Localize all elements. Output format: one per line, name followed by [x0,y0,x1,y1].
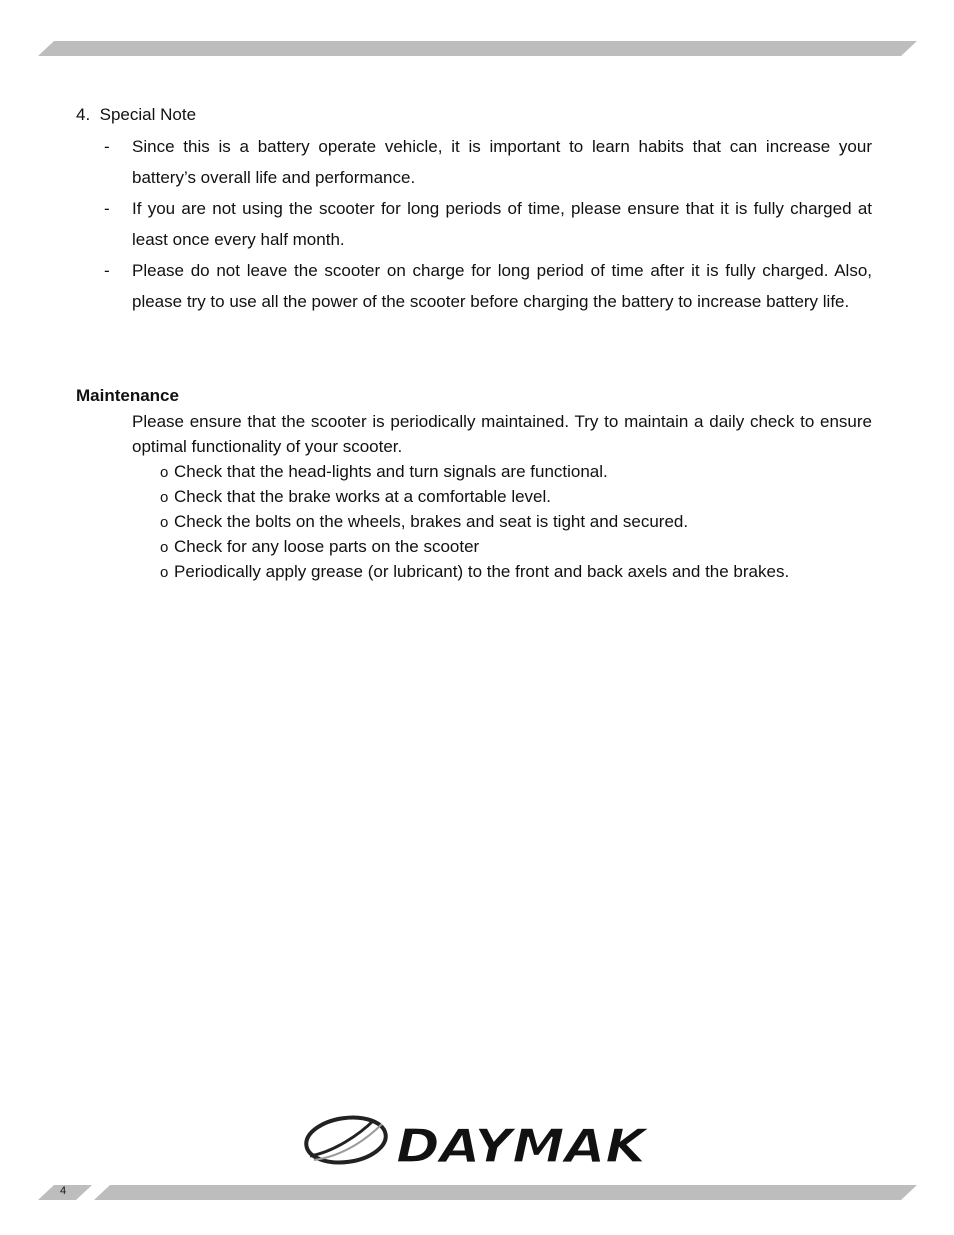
list-item [160,559,789,585]
list-item [160,534,479,560]
special-note-title [76,102,196,128]
dash-marker: - [104,199,110,218]
circle-bullet-icon: o [160,489,169,506]
circle-bullet-icon: o [160,514,169,531]
dash-marker: - [104,137,110,156]
list-item [160,459,608,485]
footer-decorative-bar [0,1180,954,1210]
dash-marker: - [104,261,110,280]
circle-bullet-icon: o [160,464,169,481]
list-item [160,509,688,535]
circle-bullet-icon: o [160,564,169,581]
maintenance-intro: Please ensure that the scooter is periodically maintained. Try to maintain a daily check to ensure optimal functionality of your scooter. [132,412,872,456]
list-item [104,193,872,255]
daymak-logo [304,1112,650,1168]
maintenance-check: Check that the brake works at a comfortable level. [174,487,552,506]
list-item [104,131,872,193]
section-number: 4. [76,105,91,124]
logo-swoosh-icon [304,1113,389,1168]
maintenance-check: Check the bolts on the wheels, brakes and seat is tight and secured. [174,512,689,531]
special-note-item: Please do not leave the scooter on charge for long period of time after it is fully charged. Also, please try to use all the power of the scooter before charging the battery to increase battery life. [132,261,872,311]
maintenance-check: Periodically apply grease (or lubricant) to the front and back axels and the brakes. [174,562,790,581]
header-decorative-bar [0,0,954,60]
maintenance-check: Check that the head-lights and turn signals are functional. [174,462,608,481]
list-item [104,255,872,348]
section-title: Special Note [99,105,197,124]
maintenance-heading: Maintenance [76,386,179,405]
list-item [160,484,551,510]
maintenance-check: Check for any loose parts on the scooter [174,537,480,556]
logo-wordmark: DAYMAK [396,1119,650,1168]
circle-bullet-icon: o [160,539,169,556]
page-number: 4 [60,1185,67,1197]
special-note-item: Since this is a battery operate vehicle, it is important to learn habits that can increase your battery’s overall life and performance. [132,137,872,187]
special-note-item: If you are not using the scooter for long periods of time, please ensure that it is fully charged at least once every half month. [132,199,872,249]
